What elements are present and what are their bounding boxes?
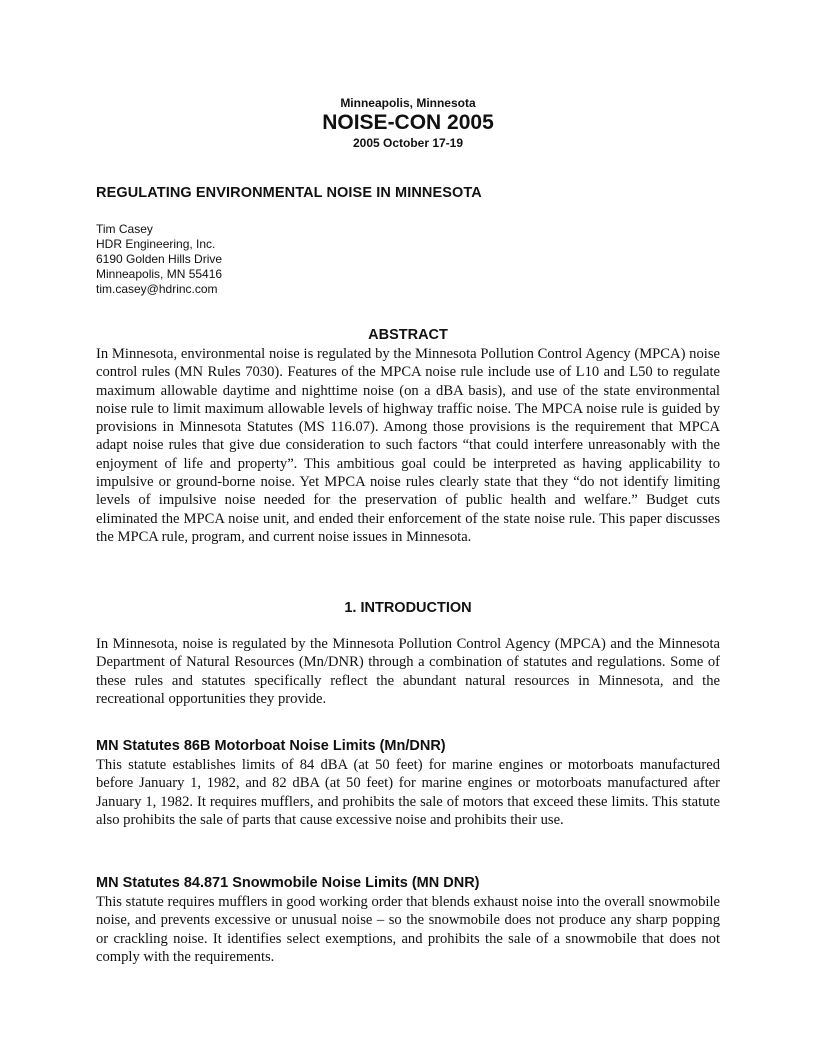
snowmobile-text [96, 893, 720, 966]
paper-title: REGULATING ENVIRONMENTAL NOISE IN MINNESOTA [96, 185, 482, 201]
author-street: 6190 Golden Hills Drive [96, 252, 223, 266]
conference-name: NOISE-CON 2005 [322, 111, 494, 134]
motorboat-heading: MN Statutes 86B Motorboat Noise Limits (Mn/DNR) [96, 738, 446, 754]
introduction-text [96, 635, 720, 708]
author-email: tim.casey@hdrinc.com [96, 282, 218, 296]
motorboat-paragraph: This statute establishes limits of 84 dBA (at 50 feet) for marine engines or motorboats manufactured before January 1, 1982, and 82 dBA (at 50 feet) for marine engines or motorboats manufactured after January 1, 1982. It requires mufflers, and prohibits the sale of motors that exceed these limits. This statute also prohibits the sale of parts that cause excessive noise and prohibits their use. [96, 757, 720, 828]
introduction-heading: 1. INTRODUCTION [344, 600, 472, 616]
author-block [96, 222, 222, 297]
conference-city: Minneapolis, Minnesota [340, 96, 476, 110]
author-name: Tim Casey [96, 222, 153, 236]
snowmobile-heading: MN Statutes 84.871 Snowmobile Noise Limits (MN DNR) [96, 875, 480, 891]
abstract-paragraph: In Minnesota, environmental noise is regulated by the Minnesota Pollution Control Agency (MPCA) noise control rules (MN Rules 7030). Features of the MPCA noise rule include use of L10 and L50 to regulate maximum allowable daytime and nighttime noise (on a dBA basis), and use of the state environmental noise rule to limit maximum allowable levels of highway traffic noise. The MPCA noise rule is guided by provisions in Minnesota Statutes (MS 116.07). Among those provisions is the requirement that MPCA adapt noise rules that give due consideration to such factors “that could interfere unreasonably with the enjoyment of life and property”. This ambitious goal could be interpreted as having applicability to impulsive or ground-borne noise. Yet MPCA noise rules clearly state that they “do not identify limiting levels of impulsive noise needed for the preservation of public health and welfare.” Budget cuts eliminated the MPCA noise unit, and ended their enforcement of the state noise rule. This paper discusses the MPCA rule, program, and current noise issues in Minnesota. [96, 346, 720, 545]
motorboat-text [96, 756, 720, 829]
abstract-heading: ABSTRACT [368, 327, 448, 343]
conference-date: 2005 October 17-19 [352, 136, 464, 150]
introduction-paragraph: In Minnesota, noise is regulated by the Minnesota Pollution Control Agency (MPCA) and the Minnesota Department of Natural Resources (Mn/DNR) through a combination of statutes and regulations. Some of these rules and statutes specifically reflect the abundant natural resources in Minnesota, and the recreational opportunities they provide. [96, 636, 720, 707]
author-organization: HDR Engineering, Inc. [96, 237, 216, 251]
abstract-text [96, 345, 720, 546]
author-city: Minneapolis, MN 55416 [96, 267, 223, 281]
snowmobile-paragraph: This statute requires mufflers in good working order that blends exhaust noise into the overall snowmobile noise, and prevents excessive or unusual noise – so the snowmobile does not produce any sharp popping or crackling noise. It identifies select exemptions, and prohibits the sale of a snowmobile that does not comply with the requirements. [96, 894, 720, 965]
